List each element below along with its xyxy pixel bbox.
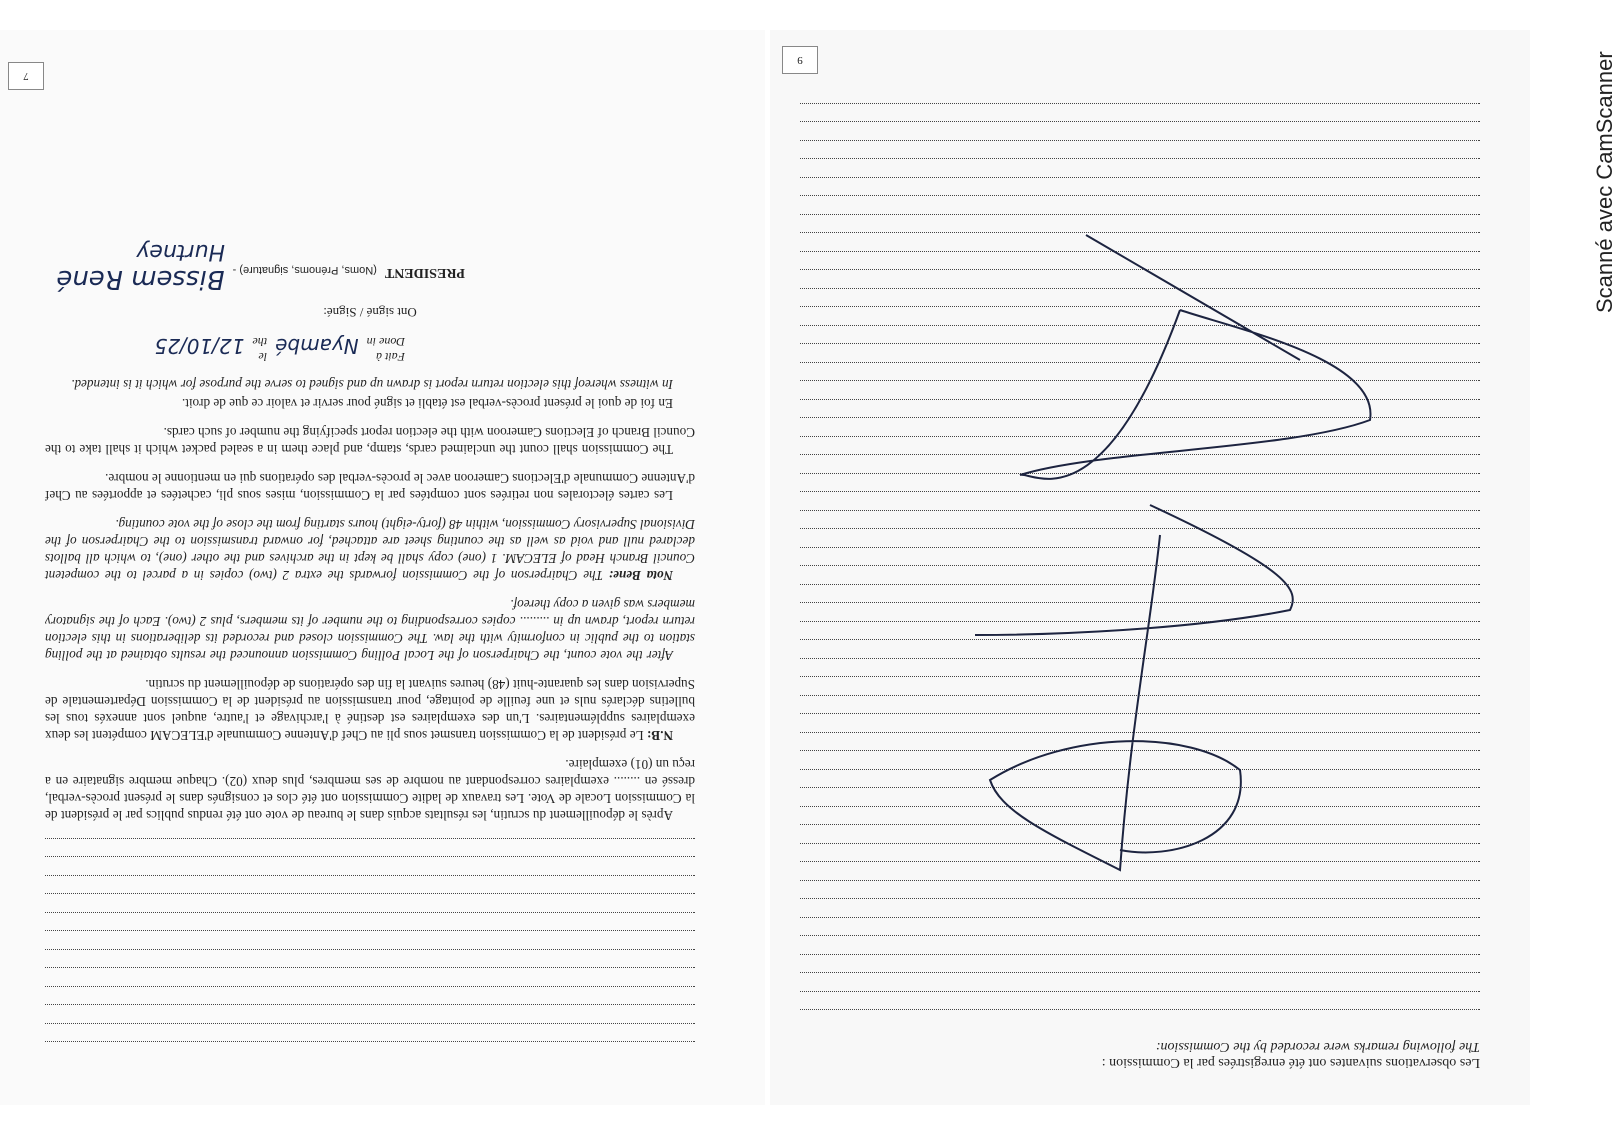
strike-through-scribble — [770, 30, 1530, 1105]
page-number: 9 — [782, 46, 818, 74]
le-label: le — [258, 350, 268, 364]
paragraph-en-foi: En foi de quoi le présent procès-verbal est établi et signé pour servir et valoir ce que de droit. — [181, 396, 673, 411]
place-date — [45, 334, 405, 364]
nota-label: Nota Bene: — [608, 568, 673, 583]
place-handwritten: Nyambé — [275, 334, 359, 358]
president-signature-handwritten: Hurtney — [136, 239, 225, 264]
paragraph-cartes: Les cartes électorales non retirées sont comptées par la Commission, mises sous pli, cachetées et apportées au Chef d'Antenne Communale d'Elections Cameroon avec le procès-verbal des opérations qui en mentionne le nombre. — [45, 471, 695, 503]
paragraph-witness: In witness whereof this election return report is drawn up and signed to serve the purpose for which it is intended. — [71, 377, 673, 392]
signed-label: Ont signé / Signé: — [323, 305, 417, 320]
left-page-content — [45, 60, 695, 1060]
page-number: 7 — [8, 62, 44, 90]
fait-a-label: Fait à — [376, 350, 405, 364]
left-page — [0, 30, 765, 1105]
nota-text: The Chairperson of the Commission forwards the extra 2 (two) copies in a parcel to the competent Council Branch Head of ELECAM. 1 (one) copy shall be kept in the archives and the other (one), to which all ballots declared null and void as well as the counting sheet are attached, for onward transmission to the Chairperson of the Divisional Supervisory Commission, within 48 (forty-eight) hours starting from the close of the vote counting. — [44, 517, 695, 583]
right-page — [770, 30, 1530, 1105]
paragraph-apres: Après le dépouillement du scrutin, les résultats acquis dans le bureau de vote ont été rendus publics par le président de la Commission Locale de Vote. Les travaux de ladite Commission ont été clos et consignés dans le présent procès-verbal, dressé en ........ exemplaires correspondant au nombre de ses membres, plus deux (02). Chaque membre signataire en a reçu un (01) exemplaire. — [45, 757, 695, 823]
president-label: PRESIDENT — [384, 265, 465, 280]
nb-label: N.B: — [646, 728, 673, 743]
date-handwritten: 12/10/25 — [154, 334, 245, 358]
remark-lines — [45, 838, 695, 1060]
president-name-handwritten: Bissem René — [56, 264, 225, 294]
nb-text: Le président de la Commission transmet sous pli au Chef d'Antenne Communale d'ELECAM compétent les deux exemplaires supplémentaires. L'un des exemplaires est destiné à l'archivage et l'autre, auquel sont annexés tous les bulletins déclarés nuls et une feuille de pointage, pour transmission au président de la Commission Départementale de Supervision dans les quarante-huit (48) heures suivant la fin des opérations de dépouillement du scrutin. — [45, 677, 695, 743]
the-label: the — [252, 335, 268, 349]
paragraph-after: After the vote count, the Chairperson of the Local Polling Commission announced the results obtained at the polling station to the public in conformity with the law. The Commission closed and recorded its deliberations in this election return report, drawn up in ......... copies corresponding to the number of its members, plus 2 (two). Each of the signatory members was given a copy thereof. — [45, 597, 695, 663]
heading-en: The following remarks were recorded by the Commission: — [1155, 1039, 1480, 1054]
paragraph-nota-bene — [45, 516, 695, 584]
paragraph-nb — [45, 676, 695, 744]
president-signature-row — [45, 264, 465, 294]
heading-fr: Les observations suivantes ont été enregistrées par la Commission : — [1101, 1055, 1480, 1070]
done-in-label: Done in — [366, 335, 405, 349]
paragraph-commission: The Commission shall count the unclaimed cards, stamp, and place them in a sealed packet which it shall take to the Council Branch of Elections Cameroon with the election report specifying the number of such cards. — [45, 425, 695, 457]
president-sub: (Noms, Prénoms, signature) - — [232, 264, 377, 276]
camscanner-watermark: Scanné avec CamScanner — [1592, 51, 1617, 313]
